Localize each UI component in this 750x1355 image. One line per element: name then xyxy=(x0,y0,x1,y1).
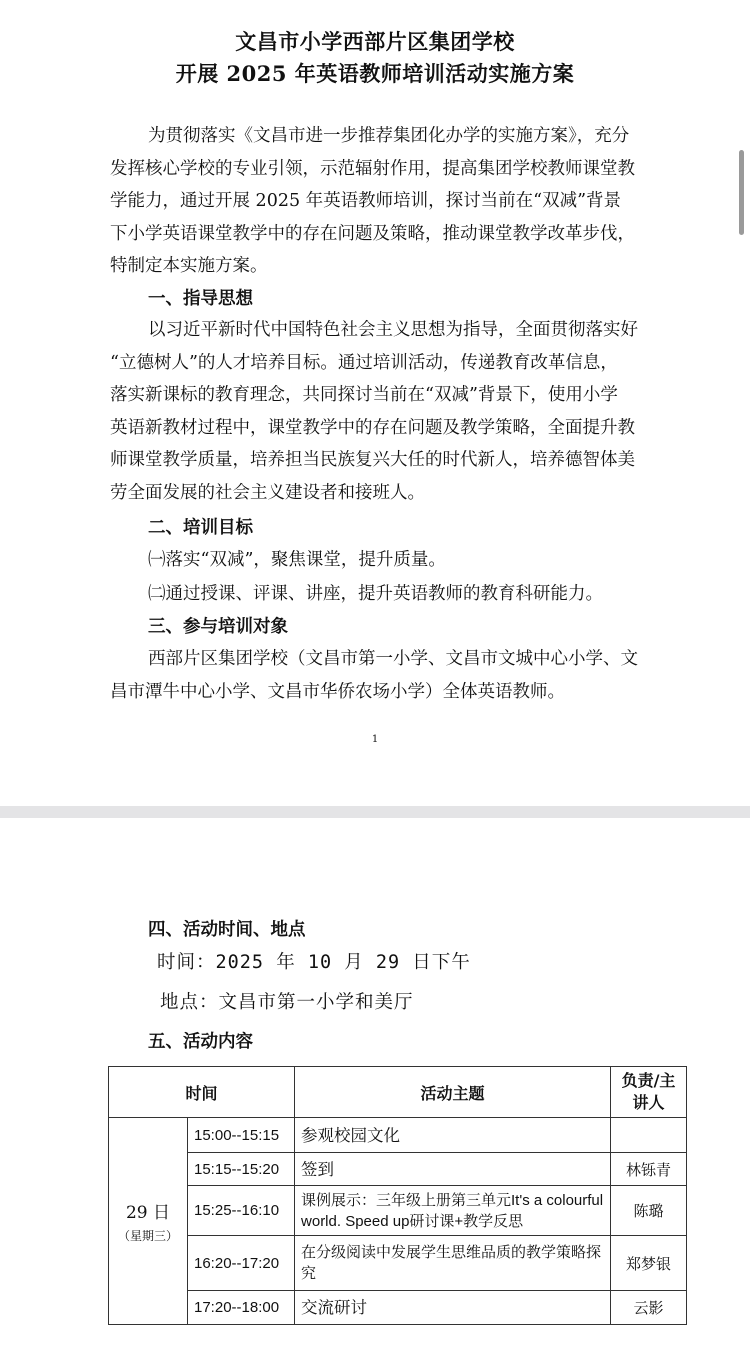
intro-paragraph xyxy=(110,120,645,283)
date-weekday: （星期三） xyxy=(117,1229,178,1243)
table-header-row xyxy=(109,1067,687,1118)
header-leader: 负责/主讲人 xyxy=(611,1067,687,1118)
table-row xyxy=(109,1186,687,1236)
page-number: 1 xyxy=(371,734,379,745)
training-goal-item: ㈡通过授课、评课、讲座，提升英语教师的教育科研能力。 xyxy=(148,584,603,604)
table-row xyxy=(109,1153,687,1186)
topic-cell: 签到 xyxy=(295,1153,611,1186)
topic-cell: 在分级阅读中发展学生思维品质的教学策略探究 xyxy=(295,1236,611,1291)
schedule-table xyxy=(108,1066,687,1325)
leader-cell: 林铄青 xyxy=(611,1153,687,1186)
training-goal-item: ㈠落实“双减”，聚焦课堂，提升质量。 xyxy=(148,550,446,570)
section-heading-participants: 三、参与培训对象 xyxy=(148,617,288,637)
intro-line: 下小学英语课堂教学中的存在问题及策略，推动课堂教学改革步伐， xyxy=(110,223,635,244)
date-cell xyxy=(109,1118,188,1325)
table-row xyxy=(109,1118,687,1153)
section-heading-guiding-ideology: 一、指导思想 xyxy=(148,289,253,309)
paragraph-line: 师课堂教学质量，培养担当民族复兴大任的时代新人，培养德智体美 xyxy=(110,450,635,470)
header-topic: 活动主题 xyxy=(295,1067,611,1118)
intro-line: 为贯彻落实《文昌市进一步推荐集团化办学的实施方案》，充分 xyxy=(148,126,630,146)
time-cell: 15:00--15:15 xyxy=(188,1118,295,1153)
activity-place: 地点：文昌市第一小学和美厅 xyxy=(160,992,414,1013)
participants-paragraph xyxy=(110,643,645,708)
table-row xyxy=(109,1236,687,1291)
leader-cell: 陈璐 xyxy=(611,1186,687,1236)
paragraph-line: “立德树人”的人才培养目标。通过培训活动，传递教育改革信息， xyxy=(110,352,618,373)
time-cell: 16:20--17:20 xyxy=(188,1236,295,1291)
paragraph-line: 劳全面发展的社会主义建设者和接班人。 xyxy=(110,482,425,503)
document-title-line-2: 开展 2025 年英语教师培训活动实施方案 xyxy=(175,61,575,86)
intro-line: 学能力，通过开展 2025 年英语教师培训，探讨当前在“双减”背景 xyxy=(110,191,622,211)
page-separator xyxy=(0,806,750,818)
paragraph-line: 英语新教材过程中，课堂教学中的存在问题及教学策略，全面提升教 xyxy=(110,417,635,438)
intro-line: 发挥核心学校的专业引领，示范辐射作用，提高集团学校教师课堂教 xyxy=(110,158,635,179)
scrollbar-thumb[interactable] xyxy=(739,150,744,235)
time-cell: 17:20--18:00 xyxy=(188,1291,295,1325)
activity-time: 时间：2025 年 10 月 29 日下午 xyxy=(157,952,471,973)
section-heading-activity-content: 五、活动内容 xyxy=(148,1032,253,1052)
document-page-2 xyxy=(0,818,750,1355)
topic-cell: 课例展示：三年级上册第三单元It's a colourful world. Speed up研讨课+教学反思 xyxy=(295,1186,611,1236)
section-heading-time-place: 四、活动时间、地点 xyxy=(148,920,306,940)
time-cell: 15:15--15:20 xyxy=(188,1153,295,1186)
topic-cell: 交流研讨 xyxy=(295,1291,611,1325)
paragraph-line: 西部片区集团学校（文昌市第一小学、文昌市文城中心小学、文 xyxy=(148,649,638,669)
leader-cell: 郑梦银 xyxy=(611,1236,687,1291)
guiding-ideology-paragraph xyxy=(110,314,645,509)
paragraph-line: 昌市潭牛中心小学、文昌市华侨农场小学）全体英语教师。 xyxy=(110,681,565,702)
paragraph-line: 落实新课标的教育理念，共同探讨当前在“双减”背景下，使用小学 xyxy=(110,385,618,405)
date-day: 29 日 xyxy=(125,1203,171,1223)
leader-cell xyxy=(611,1118,687,1153)
time-cell: 15:25--16:10 xyxy=(188,1186,295,1236)
leader-cell: 云影 xyxy=(611,1291,687,1325)
section-heading-training-goals: 二、培训目标 xyxy=(148,518,253,538)
document-title-line-1: 文昌市小学西部片区集团学校 xyxy=(235,29,515,54)
intro-line: 特制定本实施方案。 xyxy=(110,256,268,276)
paragraph-line: 以习近平新时代中国特色社会主义思想为指导，全面贯彻落实好 xyxy=(148,320,638,340)
topic-cell: 参观校园文化 xyxy=(295,1118,611,1153)
table-row xyxy=(109,1291,687,1325)
header-time: 时间 xyxy=(109,1067,295,1118)
